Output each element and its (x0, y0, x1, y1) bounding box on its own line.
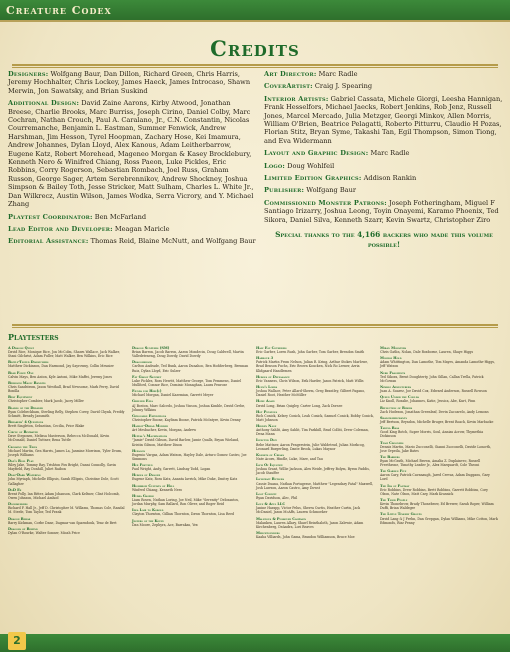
playtest-group-name: Reflection of Riders (380, 405, 413, 410)
playtest-group-members: Eric Robbins, Drew Robbins, Brett Robbins, Garrett Robbins, Cory Olson, Nate Olson, Matt Cary, Mark Krasnick (380, 487, 488, 496)
playtest-group-name: Best Equipment (8, 395, 33, 400)
playtest-group-name: Fiends for Hire(e) (132, 389, 162, 394)
playtest-group-name: Infected Dice (256, 438, 278, 443)
playtest-group (256, 463, 374, 475)
playtester-column-4 (380, 346, 498, 527)
playtest-group-members: Zach Hodeson, Jonathan Greenleaf, Devin Zaccarelo, Andy Lemons (380, 409, 489, 414)
credit-names: Thomas Reid, Blaine McNutt, and Wolfgang Baur (90, 237, 256, 246)
credit-entry (8, 237, 256, 245)
playtest-group-name: Home Again (256, 399, 275, 404)
playtest-group (132, 519, 250, 527)
playtest-group-name: Hexagon (132, 448, 146, 453)
playtest-group (132, 508, 250, 516)
playtest-group (256, 438, 374, 450)
playtest-group (8, 346, 126, 358)
playtest-group-members: Christopher Boone, Kaylinm Boone, Patrick McIntyre, Kevin Denny (132, 417, 241, 422)
playtest-group (380, 455, 498, 467)
playtest-group-members: Janine Harapp, Victor Pelus, Sherra Curtis, Heather Curtis, Jack McDaniel, Jason McAffs, Lauren Schmoeker (256, 506, 361, 515)
playtest-group-name: Breakers' 4 Questions (8, 419, 44, 424)
playtest-group-name: Greener Eels (132, 399, 153, 404)
playtest-group-name: Hot Potatoes (256, 409, 278, 414)
credit-names: Doug Wohlfeil (287, 161, 335, 170)
playtest-group-name: Dragons of Rewind (8, 526, 38, 531)
playtest-group (132, 346, 250, 358)
playtest-group-name: Love & Apul LLC (256, 502, 286, 507)
playtest-group (132, 389, 250, 397)
playtest-group-members: Paul Wright, Andy, Garrett, Lindsay Todd, Logan (132, 467, 211, 472)
playtest-group-name: Battle-Tested Dispatchers (8, 360, 49, 365)
playtest-group-name: Jesters of the Kevex (132, 518, 164, 523)
playtest-group-members: Good King Botch, Super Morris, Soul, Annias Acrow, Thymethia Dickinson (380, 430, 484, 439)
credit-role-label: Publisher: (264, 186, 305, 195)
playtest-group-name: Hidden Nage (256, 424, 277, 429)
credit-role-label: Designers: (8, 70, 49, 78)
playtest-group-members: Ryan McGrath, Michael Brown, Amalia Z. Duplainvec, Russell Freethrone, Timothy Leader Jr., Alex Marquardt, Cole Theoni (380, 459, 481, 468)
playtest-group-members: Eric Vanness, Chris Wilson, Erik Harder, Jason Patrick, Matt Willis (256, 378, 364, 383)
playtest-group (380, 416, 498, 424)
credit-entry (264, 95, 504, 145)
playtest-group (132, 463, 250, 471)
playtest-group-name: Monday Hold (380, 356, 402, 361)
playtest-group-members: Adam Whittington, Dan Lamothe, Tim Mayes, Amanda Lamothe-Higgs, Jeff Watson (380, 360, 496, 369)
playtest-group-members: AJ Boston, Marc Salcedo, Joshua Vinson, Joshua Kimble, David Grebe, Johnny Wilkins (132, 403, 246, 412)
playtest-group-name: Heroes of Defeasance (256, 374, 290, 379)
credit-role-label: Playtest Coordinator: (8, 212, 93, 221)
credit-role-label: Layout and Graphic Design: (264, 149, 369, 158)
playtest-group (8, 406, 126, 418)
playtest-group (256, 517, 374, 529)
playtest-group-members: Liam Rosen, Nathan Loring, Joe Neil, Mike "Serenity" Delosantos, Jordan Murphy, Sam Ballard, Ron Oliver, and Roger Reid (132, 498, 240, 507)
playtest-group-name: Doomseekers (8, 502, 28, 507)
playtest-group-members: Kevin Thonebrow, Brady Thonebrow, Ed Brewer, Sarah Roper, William Duffi, Brian Waldeger (380, 502, 494, 511)
credit-entry (8, 225, 256, 233)
playtest-group-name: The Garden Five (380, 469, 407, 474)
credit-entry (8, 99, 256, 208)
playtest-group (256, 531, 374, 539)
credit-role-label: Art Director: (264, 70, 317, 78)
credit-names: Gabriel Cassata, Michele Giorgi, Leesha Hannigan, Frank Hesselfors, Michael Jaecks, Robert Jenkins, Rob Jenz, Russell Jones, Marcel Mercado, Julia Metzger, Georgi Minkov, Allen Morris, William O'Brien, Beatrice Pelagatti, Roberto Pitturru, Claudio H Pozas, Florian Stitz, Bryan Syme, Takashi Tan, Egil Thompson, Simon Tiong, and Eva Widermann (264, 94, 503, 145)
playtest-group-members: Juan A. Suarez, Joe David Cox, Edward Anderson, Russell Rowson (380, 389, 487, 394)
credit-role-label: Interior Artists: (264, 94, 329, 103)
credit-names: Addison Rankin (363, 174, 417, 183)
playtest-group-name: Heroes of Danger (132, 473, 161, 478)
playtest-group-members: "Jamie" David Gibson, David Barlow, Jamie Qualls, Bryan Wieland, Kristin Gibson, Matthew Dixon (132, 438, 240, 447)
playtest-group-members: Joshua Wallace, Peter Allard-Sherm, Greg Brantley, Gilbert Pagano, Daniel Root, Heather McMiller (256, 389, 366, 398)
playtest-group-members: Dylan O'Rourke, Walter Sonner, Micah Price (8, 530, 80, 535)
book-title: Creature Codex (6, 4, 112, 17)
playtest-group-members: Art Mesbacher, Kevin, Morgan, Andrew (132, 428, 197, 433)
playtest-group (256, 385, 374, 397)
playtest-group (8, 360, 126, 368)
credit-names: Meagan Maricle (114, 224, 170, 233)
playtest-group-members: Dave Steponen, Melissa Masterson, Rebecca McDonald, Kevin McDonald, Daniel Tuttner, Rena Tuttle (8, 434, 110, 443)
playtesters-heading: Playtesters (8, 332, 59, 342)
playtest-group-members: Barry Kickman, Corbe Dane, Dagmar van Spaendonk, Tenz de Bret (8, 520, 117, 525)
credit-role-label: CoverArtist: (264, 82, 313, 91)
credit-names: Wolfgang Baur, Dan Dillon, Richard Green, Chris Harris, Jeremy Hochhalter, Chris Lockey, James Haeck, James Introcaso, Shawn Merwin, Jon Sawatsky, and Brian Suskind (8, 70, 251, 95)
playtest-group-name: Blades of the Dreaded (8, 405, 44, 410)
title-divider (12, 64, 498, 66)
playtest-group-name: The Ids of Fantasy (380, 483, 410, 488)
playtest-group-name: Highbrow Cultists of Hell (132, 483, 175, 488)
playtest-group (8, 473, 126, 485)
playtest-group (132, 434, 250, 446)
playtest-group-name: Deas-Dark Watering (8, 473, 41, 478)
playtest-group (380, 484, 498, 496)
playtest-group (8, 445, 126, 457)
playtest-group-members: Kaaha Villiards, John Gama, Brandon Williamson, Bruce Moe (256, 534, 355, 539)
playtest-group (8, 420, 126, 428)
playtest-group-name: The Tiger People (380, 498, 408, 503)
playtest-group-members: Joshua Grant, Willie Jackson, Alex Weide, Jeffrey Bolym, Byron Paddis, Jacob Stauffer (256, 467, 370, 476)
playtest-group-name: Gyrocarle Expeditions (132, 413, 167, 418)
playtest-group-name: Hydra Gaming (132, 493, 155, 498)
playtest-group-members: Patrick Martin From Nelson, Julian R. Kring, Arthur Stokes Marlowe, Brad Benson Fuchs, Eric Brown Koucken, Nick Ro Lerner, Arria Klidgaard Handlemen (256, 360, 369, 373)
playtest-group-members: Riley Jake, Tommy Ray, Trishton Fox Bright, Danni Connolly, Gavin Mayfield, Ray Donhill, Juliet Raibon (8, 463, 117, 472)
playtest-group-name: Crossing the Tides (8, 444, 38, 449)
playtest-group-name: Hamlet-Dread Murder (132, 424, 168, 429)
credit-role-label: Lead Editor and Developer: (8, 224, 113, 233)
playtest-group-name: Bear Force One (8, 370, 34, 375)
playtest-group (380, 371, 498, 383)
right-credits-column (264, 70, 504, 249)
playtest-group-members: Eugene Katz, Ross Katz, Ananta Iavrick, Mike Duke, Dmitry Katz (132, 477, 238, 482)
credit-entry (264, 149, 504, 157)
playtest-group-name: Merchtounders (256, 530, 280, 535)
playtest-group-name: Nimble Adventurers (380, 385, 412, 390)
credit-names: Ben McFarland (94, 212, 147, 221)
footer-band (0, 634, 510, 652)
playtest-group-members: Clayton Thornton, Gillian Thornton, Dawn Thornton, Lisa Reed (132, 512, 235, 517)
playtest-group (256, 399, 374, 407)
playtest-group (8, 430, 126, 442)
playtest-group (256, 492, 374, 500)
playtest-group-name: Knights of Crisan (256, 452, 285, 457)
left-credits-column (8, 70, 256, 250)
playtest-group-members: David Long, Brian Quigley, Carter Long, Zack Dorsee (256, 403, 343, 408)
playtest-group (256, 356, 374, 372)
playtest-group-name: Dragon Sunpeers (SM) (132, 346, 170, 350)
playtest-group (8, 502, 126, 514)
playtest-group-members: Ryan Colebeckbam, Sterling Relly, Stephen Corey, David Chynk, Freddy Schmitt, Bready Jansmith (8, 409, 125, 418)
playtest-group-members: Jeff Bertson, Bryndon, Michelle Bruger, Brent Roach, Kevin Marbacke (380, 419, 494, 424)
playtest-group-name: Tabula Rasa (380, 426, 400, 431)
playtest-group-members: Eric Garber, Loren Rush, John Garber, Tom Garber, Brendon Smith (256, 350, 365, 355)
playtest-group-members: Brett Singleton, Sebastian, Cecilia, Price Blake (8, 424, 85, 429)
playtest-group-name: DnD Ex (8, 487, 22, 492)
credit-role-label: Logo: (264, 161, 286, 170)
playtest-group-name: Helm's Lords (256, 385, 278, 390)
credit-entry (8, 213, 256, 221)
playtest-group-name: Dragon Rehab (8, 516, 31, 521)
playtest-group (380, 469, 498, 481)
credit-names: Joseph Fotheringham, Miguel F Santiago Irizarry, Joshua Leong, Toyin Onayemi, Karamo Phoenix, Ted Sikora, Daniel Silva, Kenneth Szarr, Kevin Swartz, Christopher Ziro (264, 198, 499, 224)
playtest-group (380, 498, 498, 510)
playtest-group-members: Eugenio Vargas, Adam Watson, Hayley Dale, Arturo Gomez Castro, Joe Simmons (132, 452, 247, 461)
playtest-group-name: Shadowmerchants (380, 415, 407, 420)
playtest-group (256, 424, 374, 436)
playtest-group-members: Ted Sikora, Brent Doughterty, John Gillan, Callan Trella, Patrick McGowan (380, 374, 484, 383)
playtest-group (380, 385, 498, 393)
playtest-group (8, 381, 126, 393)
playtester-column-1 (8, 346, 126, 537)
playtest-group-members: John Myriaph, Michelle Ellipsis, Sarah Ellipsis, Christine Dole, Scott Gallagher (8, 477, 119, 486)
playtest-group (8, 527, 126, 535)
playtest-group (132, 414, 250, 422)
playtest-group-members: Bebe Mattner, Aaron Fengerstein, Julie Waldetrud, Julian Morkcog, Leonard Burgerling, Dante Brook, Lukas Maynor (256, 442, 365, 451)
playtest-group-name: Dad's Roll Play (8, 459, 34, 463)
credit-names: Craig J. Spearing (314, 82, 373, 91)
playtest-group-members: Michael Morgan, Daniel Kazemian, Garrett Meyer (132, 393, 214, 398)
playtest-group (256, 375, 374, 383)
playtest-group (380, 441, 498, 453)
playtest-group (8, 395, 126, 403)
playtest-group-members: Christopher Combier, Mark Jacob, Jacey Miller (8, 399, 84, 404)
playtest-group (132, 375, 250, 387)
credit-entry (264, 174, 504, 182)
playtest-group-members: Luke Pickles, Ross Hewitt, Matthew George, Tom Pemmens, Daniel Mullford, Connor Rice, Dominic Monaghan, Laura Penrose (132, 378, 242, 387)
section-divider (12, 324, 498, 326)
credit-names: Marc Radle (318, 70, 358, 78)
credit-role-label: Editorial Assistance: (8, 237, 89, 246)
playtest-group (256, 502, 374, 514)
playtest-group-name: Nerd Fragments (380, 370, 406, 375)
credit-entry (264, 199, 504, 224)
playtest-group-name: Harbour 3 (256, 356, 274, 361)
special-thanks: Special thanks to the 4,166 backers who made this volume possible! (275, 230, 493, 249)
playtest-group-members: David Rice, Monique Rice, Jon McColm, Shawn Wallace, Jack Walker, Stani Gilchrist, Adam Fuller, Matt Walker, Ben Wilkins, Eric Rice (8, 350, 120, 359)
playtest-group (132, 360, 250, 372)
playtest-group-members: Aaron Cary, Patrick Cavanaugh, Jared Crevas, Adam Duggans, Gary Lord (380, 473, 490, 482)
playtest-group-members: Chris Sandstrom, Jason Westhall, Brad Newsome, Mark Perry, David Bonilla (8, 385, 119, 394)
playtest-group-name: Lich Of Injustice (256, 463, 283, 468)
playtest-group-members: Dan Moore, Zephyra, Ace, Barrakas, Yex (132, 522, 198, 527)
playtester-column-2 (132, 346, 250, 529)
playtest-group-members: Winfred Chiang, Kenneth Nero (132, 487, 183, 492)
playtest-group-members: Dennis Martin, Mario Zucconelli, Gianni Zucconelli, Davide Lonorth, Jose Orpeila, Jake Bates (380, 444, 492, 453)
playtest-group-name: Malicious & Pushover Campaign (256, 516, 307, 521)
playtest-group-name: Hex Fricteen (132, 463, 153, 468)
playtest-group-members: Carlton Andrade, Ted Bunk, Aaron Dunahoo, Ben Hodderberg, Brennan Ruiz, Dylan Lloyd, Eric Sulzer (132, 364, 249, 373)
credit-names: Marc Radle (370, 149, 410, 158)
credit-entry (8, 70, 256, 95)
playtester-column-3 (256, 346, 374, 541)
playtest-group (256, 477, 374, 489)
playtest-group-name: Circle of Rimwater (8, 430, 38, 435)
playtest-group-members: Rich Conick, Kelsey Conick, Leah Conick, Samuel Conick, Bobby Conick, Matt Johnson (256, 413, 374, 422)
playtest-group (132, 473, 250, 481)
credit-names: Wolfgang Baur (306, 186, 356, 195)
playtest-group-name: Half Elf Cotheries (256, 346, 287, 350)
credit-entry (264, 70, 504, 78)
playtest-group (380, 426, 498, 438)
playtest-group (256, 346, 374, 354)
credit-role-label: Commissioned Monster Patrons: (264, 198, 387, 207)
playtest-group (380, 512, 498, 524)
playtest-group (8, 371, 126, 379)
playtest-group (380, 356, 498, 368)
playtest-group-members: Brian Barron, Jacob Barron, Aaron Mondecin, Doug Caldwell, Martin Valledeteneng, Doug Dowdy, David Dowdy (132, 350, 244, 359)
playtest-group-name: Loot Cornity (256, 491, 277, 496)
playtest-group-members: Nate Acorn, Hindle, Luke, Mare, and Tau (256, 456, 323, 461)
playtest-group (256, 453, 374, 461)
playtest-group (132, 484, 250, 492)
playtest-group-name: Idea Lair to Kobold (132, 508, 164, 513)
playtest-group (132, 449, 250, 461)
playtest-group-members: Ryan Davidson, Alec, Phil (256, 495, 298, 500)
playtest-group-name: Dragonbrood (132, 360, 153, 365)
credit-entry (264, 186, 504, 194)
page-title: Credits (210, 36, 300, 61)
playtest-group (132, 399, 250, 411)
playtest-group (380, 406, 498, 414)
playtest-group-members: Malanken, Lauren Allary, Shawl Reinthaloth, Jason Zalewie, Adam Kirchenberg, DeAndra, Lori Reaves (256, 520, 364, 529)
credit-role-label: Limited Edition Graphics: (264, 174, 362, 183)
playtest-group-name: Team Crooners (380, 440, 404, 445)
playtest-group (8, 488, 126, 500)
playtest-group-name: Bedroom Magic Bandits (8, 380, 46, 385)
playtest-group-name: The Barbers (380, 454, 400, 459)
credit-entry (264, 162, 504, 170)
playtest-group (380, 395, 498, 403)
playtest-group-members: Calvin Mays, Ben Anton, Kyle Antoni, Mike Maffei, Jeremy Jones (8, 374, 113, 379)
playtest-group-members: Liz Knoll, Rosalie, Johannes, Katie, Jessica, Abe, Kurt, Finn (380, 399, 476, 404)
credit-names: David Zaine Aarons, Kirby Atwood, Jonathan Breese, Charlie Brooks, Marc Burriss, Joseph Cirino, Daniel Colby, Marc Cochran, Nathan Crouch, Paul A. Caralano, Jr., C.N. Constantin, Nicolas Courremanche, Benjamin L. Eastman, Summer Fenwick, Andrew Harshman, Jim Hesson, Tyrel Hoopman, Zachary Hose, Kei Imamura, Andrew Johannes, Dylan Lloyd, Alex Kanous, Adam Leitherbarrow, Eugene Katz, Robert Morehead, Mageneo Morgan & Kasey Brocklebury, Kenneth Nero & Winifred Chiang, Ross Paeon, Luke Pickles, Eric Robbins, Corry Rogerson, Sebastian Rombach, Joel Russ, Graham Russon, George Sager, Artem Serebrennikov, Andrew Shockney, Joshua Simpson & Bailey Toth, Jesse Stricker, Matt Sulham, Charles L. White Jr., Dan Wilkrecz, Austin Wilson, James Wodka, Serra Vicrory, and Y. Michael Zhang (8, 99, 254, 209)
credit-role-label: Additional Design: (8, 99, 80, 108)
playtest-group-name: Lichcraft Butlers (256, 477, 285, 482)
playtest-group-members: Anthony Sahlit, Amy Sahlit, Tim Parkhill, Brad Colliti, Drew Coleman, Dena Mann (256, 428, 369, 437)
playtest-group-name: Queen Under the Coulds (380, 395, 419, 400)
playtest-group-name: Hepeal's Machinations (132, 434, 168, 439)
playtest-group-members: Richard F. Hall Jr., Jeff D. Christopher M. Willams, Thomas Cole, Randal M. Steele, Tom Taylor, Ted Frank (8, 506, 125, 515)
playtest-group-name: A Dragon Quest (8, 346, 34, 350)
playtest-group-members: Michael Martin, Gen Harris, James La, Jasmine Morrison, Tyler Drum, Joseph Williams (8, 448, 122, 457)
playtest-group-members: Brent Polly, Ian Ritter, Adam Johanson, Clark Keltner, Clint Holcomb, Owen Johnson, Michael Amhod (8, 491, 120, 500)
playtest-group-name: Fat Ghost Satchet (132, 374, 162, 379)
playtest-group-name: Miran Monsters (380, 346, 407, 350)
playtest-group (132, 494, 250, 506)
playtest-group (8, 459, 126, 471)
playtest-group (256, 410, 374, 422)
playtest-group (132, 424, 250, 432)
playtest-group-members: Chris Gatlin, Nolan, Dale Roxborne, Lauren, Shaye Higgs (380, 350, 474, 355)
playtest-group (380, 346, 498, 354)
playtest-group-members: David Lang & J Frehn, Dan Grepgan, Dylan Williams, Mike Cotton, Mark Edmonds, Rizz Penny (380, 516, 498, 525)
header-band (0, 0, 510, 22)
playtest-group-members: Matthew Dickinson, Dan Harmond, Jay Sayrowny, Collin Meunier (8, 364, 114, 369)
playtest-group-members: Cassie Duana, Nathan Portugesse, Matthew "Legendary Fatal" Maxwell, Josh Lawson, Aaron Castro, Amy Dowst (256, 481, 374, 490)
page-number: 2 (8, 632, 26, 650)
playtest-group-name: The Little Tinkery Groups (380, 512, 422, 517)
credit-entry (264, 82, 504, 90)
playtest-group (8, 517, 126, 525)
